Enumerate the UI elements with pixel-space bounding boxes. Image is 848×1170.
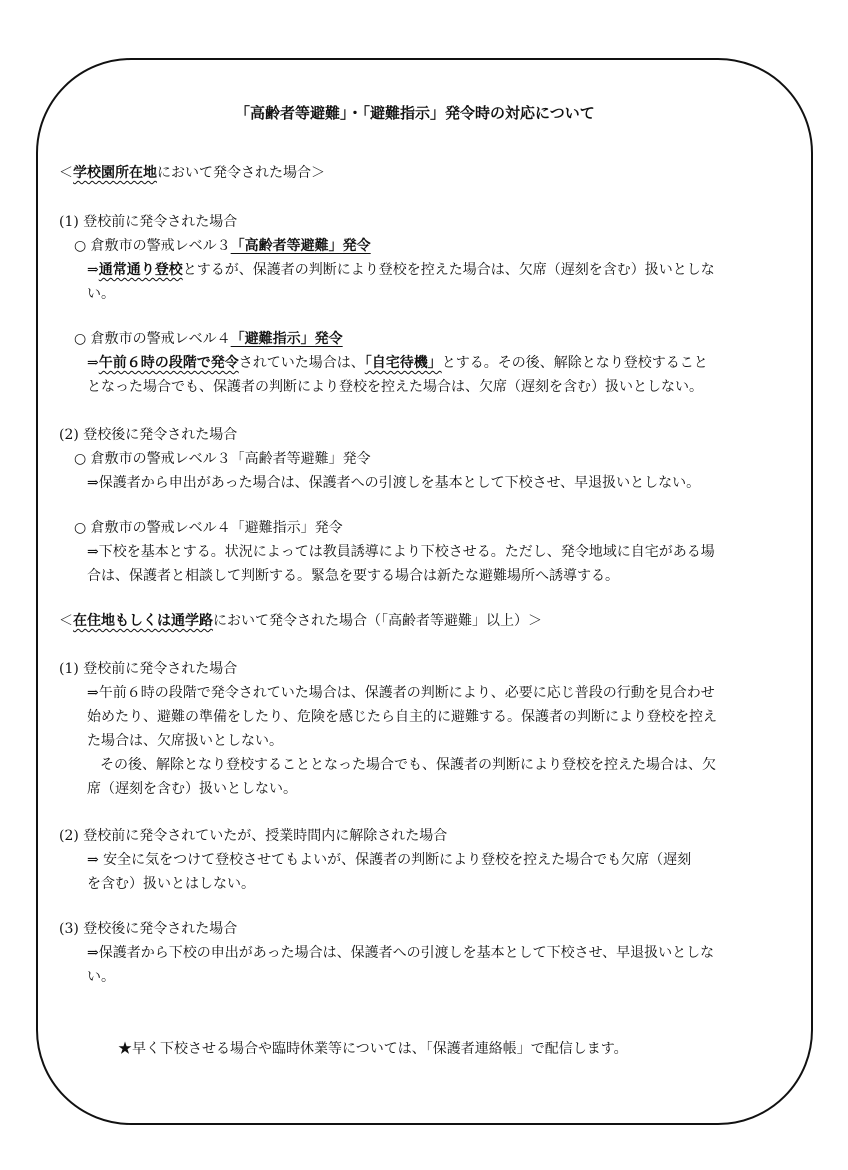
s1-p1-level4-text: ⇒午前６時の段階で発令されていた場合は、「自宅待機」とする。その後、解除となり登校すること	[87, 355, 708, 371]
s1-p2-heading: (2) 登校後に発令された場合	[59, 427, 238, 443]
s1-p2-level4-text1: ⇒下校を基本とする。状況によっては教員誘導により下校させる。ただし、発令地域に自宅がある場	[87, 544, 715, 560]
s1-p1-level3-text: ⇒通常通り登校とするが、保護者の判断により登校を控えた場合は、欠席（遅刻を含む）扱いとしな	[87, 262, 715, 278]
s2-p2-text1: ⇒ 安全に気をつけて登校させてもよいが、保護者の判断により登校を控えた場合でも欠席（遅刻	[87, 852, 692, 868]
keyword-school-location: 学校園所在地	[73, 165, 157, 181]
s2-p3-text2: い。	[87, 969, 115, 985]
s2-p2-text2: を含む）扱いとはしない。	[87, 876, 255, 892]
s2-p2-heading: (2) 登校前に発令されていたが、授業時間内に解除された場合	[59, 828, 448, 844]
footer-note: ★早く下校させる場合や臨時休業等については、「保護者連絡帳」で配信します。	[118, 1041, 628, 1057]
s1-p2-level4-text2: 合は、保護者と相談して判断する。緊急を要する場合は新たな避難場所へ誘導する。	[87, 568, 619, 584]
s1-p2-level4-heading: ○ 倉敷市の警戒レベル４「避難指示」発令	[74, 520, 343, 536]
s2-p1-text3: た場合は、欠席扱いとしない。	[87, 733, 283, 749]
s1-p2-level3-heading: ○ 倉敷市の警戒レベル３「高齢者等避難」発令	[74, 451, 371, 467]
s1-p1-level4-heading: ○ 倉敷市の警戒レベル４「避難指示」発令	[74, 331, 343, 347]
s2-p3-heading: (3) 登校後に発令された場合	[59, 921, 238, 937]
s1-p1-heading: (1) 登校前に発令された場合	[59, 214, 238, 230]
s2-p1-text5: 席（遅刻を含む）扱いとしない。	[87, 781, 297, 797]
s2-p1-heading: (1) 登校前に発令された場合	[59, 661, 238, 677]
keyword-residence-route: 在住地もしくは通学路	[73, 613, 213, 629]
section-heading-residence: ＜在住地もしくは通学路において発令された場合（「高齢者等避難」以上）＞	[59, 613, 542, 629]
s2-p1-text4: その後、解除となり登校することとなった場合でも、保護者の判断により登校を控えた場合は、欠	[100, 757, 716, 773]
s1-p2-level3-text: ⇒保護者から申出があった場合は、保護者への引渡しを基本として下校させ、早退扱いとしない。	[87, 475, 701, 491]
s2-p1-text2: 始めたり、避難の準備をしたり、危険を感じたら自主的に避難する。保護者の判断により登校を控え	[87, 709, 717, 725]
s2-p3-text1: ⇒保護者から下校の申出があった場合は、保護者への引渡しを基本として下校させ、早退扱いとしな	[87, 945, 715, 961]
s1-p1-level3-heading: ○ 倉敷市の警戒レベル３「高齢者等避難」発令	[74, 238, 371, 254]
s1-p1-level3-text-cont: い。	[87, 286, 115, 302]
document-title: 「高齢者等避難」・「避難指示」発令時の対応について	[235, 104, 595, 122]
s1-p1-level4-text-cont: となった場合でも、保護者の判断により登校を控えた場合は、欠席（遅刻を含む）扱いとしない。	[87, 379, 703, 395]
s2-p1-text1: ⇒午前６時の段階で発令されていた場合は、保護者の判断により、必要に応じ普段の行動を見合わせ	[87, 685, 715, 701]
section-heading-school: ＜学校園所在地において発令された場合＞	[59, 165, 325, 181]
